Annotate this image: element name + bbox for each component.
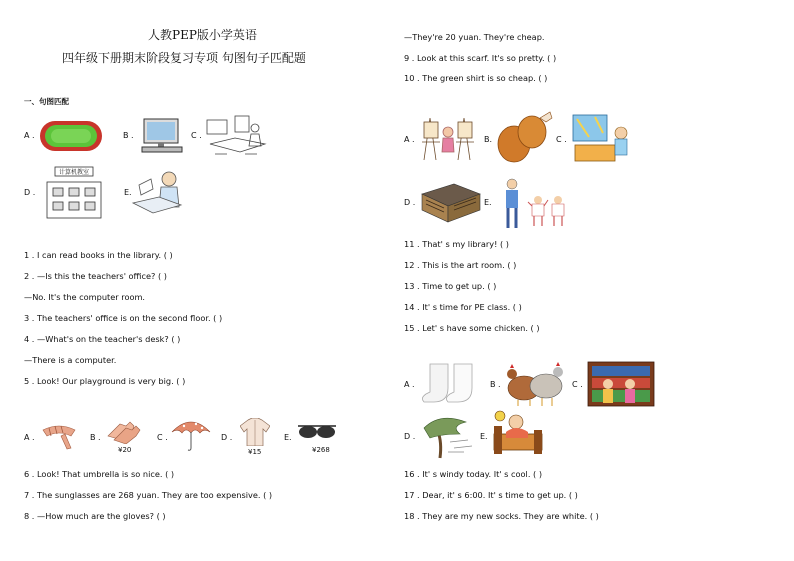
bookshelf-children-picture bbox=[586, 360, 656, 408]
chicken-picture bbox=[492, 110, 554, 166]
option-label-a: A . bbox=[24, 433, 35, 442]
question-7: 7 . The sunglasses are 268 yuan. They are too expensive. ( ) bbox=[24, 490, 273, 500]
option-label-e: E. bbox=[124, 188, 132, 197]
option-label-a: A . bbox=[404, 135, 415, 144]
option-label-e: E. bbox=[284, 433, 292, 442]
computer-picture bbox=[138, 117, 186, 153]
shirt-price: ¥15 bbox=[248, 448, 262, 456]
gloves-price: ¥20 bbox=[118, 446, 132, 454]
question-17: 17 . Dear, it' s 6:00. It' s time to get up. ( ) bbox=[404, 490, 578, 500]
option-label-d: D . bbox=[404, 432, 416, 441]
question-9: 9 . Look at this scarf. It's so pretty. ( ) bbox=[404, 53, 557, 63]
page-subtitle: 四年级下册期末阶段复习专项 句图句子匹配题 bbox=[62, 51, 306, 65]
socks-picture bbox=[420, 362, 486, 406]
question-3: 3 . The teachers' office is on the second floor. ( ) bbox=[24, 313, 223, 323]
question-6: 6 . Look! That umbrella is so nice. ( ) bbox=[24, 469, 175, 479]
question-13: 13 . Time to get up. ( ) bbox=[404, 281, 497, 291]
wake-up-bed-picture bbox=[492, 408, 544, 456]
question-11: 11 . That' s my library! ( ) bbox=[404, 239, 510, 249]
page-title: 人教PEP版小学英语 bbox=[148, 28, 257, 42]
option-label-b: B . bbox=[490, 380, 501, 389]
sunglasses-price: ¥268 bbox=[312, 446, 330, 454]
option-label-e: E. bbox=[480, 432, 488, 441]
question-4-answer: —There is a computer. bbox=[24, 355, 117, 365]
option-label-c: C . bbox=[572, 380, 583, 389]
option-label-c: C . bbox=[556, 135, 567, 144]
option-label-d: D . bbox=[404, 198, 416, 207]
art-room-picture bbox=[418, 112, 484, 162]
shirt-picture bbox=[240, 418, 270, 446]
question-8-answer: —They're 20 yuan. They're cheap. bbox=[404, 32, 545, 42]
question-5: 5 . Look! Our playground is very big. ( ) bbox=[24, 376, 186, 386]
option-label-c: C . bbox=[191, 131, 202, 140]
question-15: 15 . Let' s have some chicken. ( ) bbox=[404, 323, 540, 333]
question-8: 8 . —How much are the gloves? ( ) bbox=[24, 511, 166, 521]
option-label-e: E. bbox=[484, 198, 492, 207]
umbrella-picture bbox=[170, 416, 212, 452]
question-14: 14 . It' s time for PE class. ( ) bbox=[404, 302, 522, 312]
scarf-picture bbox=[39, 420, 79, 450]
computer-room-picture bbox=[43, 166, 105, 222]
question-4: 4 . —What's on the teacher's desk? ( ) bbox=[24, 334, 181, 344]
question-16: 16 . It' s windy today. It' s cool. ( ) bbox=[404, 469, 543, 479]
option-label-c: C . bbox=[157, 433, 168, 442]
question-1: 1 . I can read books in the library. ( ) bbox=[24, 250, 173, 260]
gloves-picture bbox=[104, 418, 142, 444]
room-sign-text: 计算机教室 bbox=[58, 169, 90, 176]
option-label-d: D . bbox=[24, 188, 36, 197]
question-10: 10 . The green shirt is so cheap. ( ) bbox=[404, 73, 548, 83]
teachers-office-picture bbox=[205, 114, 275, 158]
section-heading: 一、句图匹配 bbox=[24, 97, 69, 106]
question-18: 18 . They are my new socks. They are white. ( ) bbox=[404, 511, 599, 521]
question-2-answer: —No. It's the computer room. bbox=[24, 292, 146, 302]
windy-tree-picture bbox=[420, 412, 474, 460]
option-label-d: D . bbox=[221, 433, 233, 442]
pe-class-picture bbox=[498, 178, 570, 230]
option-label-b: B . bbox=[90, 433, 101, 442]
get-up-picture bbox=[569, 113, 637, 165]
library-building-picture bbox=[418, 180, 482, 224]
option-label-a: A . bbox=[24, 131, 35, 140]
hens-picture bbox=[502, 360, 568, 408]
sunglasses-picture bbox=[296, 422, 338, 440]
library-reading-picture bbox=[131, 167, 183, 221]
option-label-a: A . bbox=[404, 380, 415, 389]
playground-track-picture bbox=[39, 120, 103, 152]
option-label-b: B. bbox=[484, 135, 493, 144]
question-12: 12 . This is the art room. ( ) bbox=[404, 260, 517, 270]
option-label-b: B . bbox=[123, 131, 134, 140]
question-2: 2 . —Is this the teachers' office? ( ) bbox=[24, 271, 167, 281]
